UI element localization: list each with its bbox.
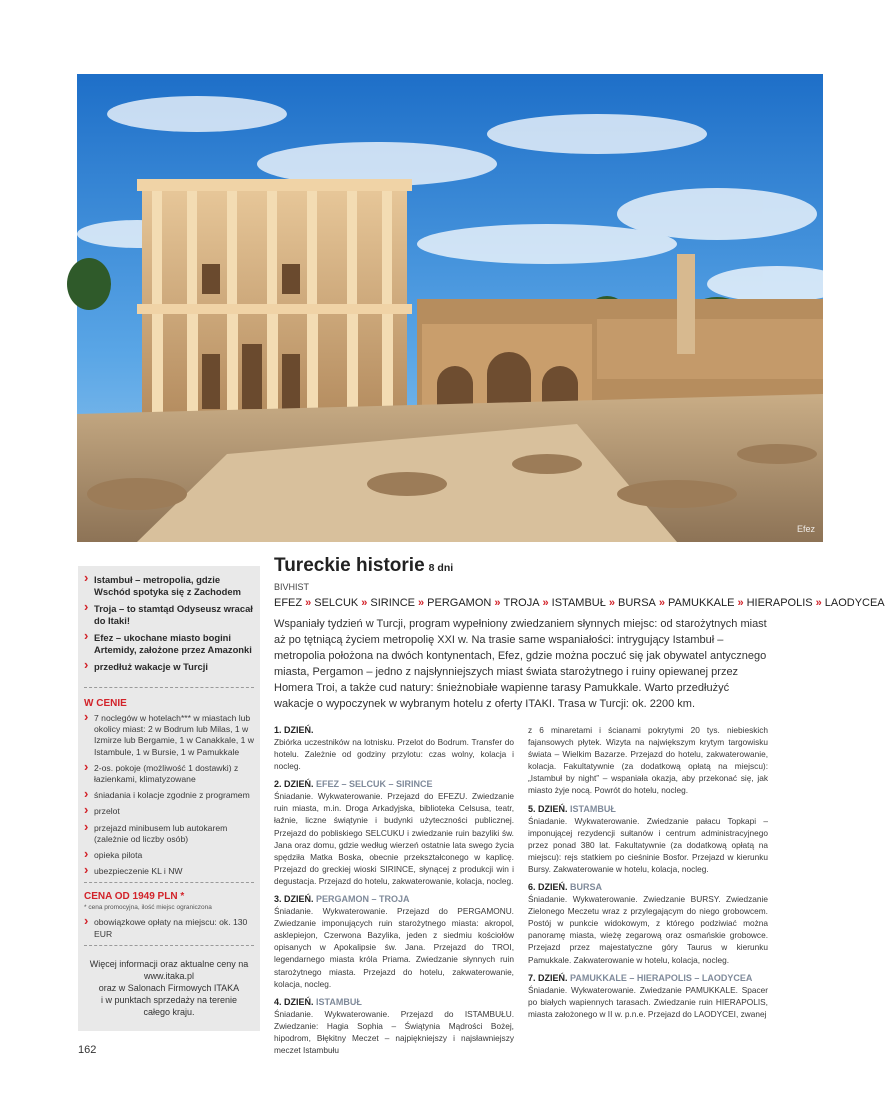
day-entry	[528, 881, 768, 966]
divider	[84, 945, 254, 946]
day-number: 1. DZIEŃ.	[274, 725, 314, 735]
route-stop: SIRINCE	[370, 597, 416, 609]
in-price-item: › 7 noclegów w hotelach*** w miastach lub okolicy miast: 2 w Bodrum lub Milas, 1 w Izmirze lub Bergamie, 1 w Canakkale, 1 w Istambule, 1 w Bursie, 1 w Pamukkale	[84, 713, 254, 758]
day-place: ISTAMBUŁ	[570, 803, 616, 814]
main-content	[274, 553, 885, 1062]
route-separator: »	[305, 597, 312, 609]
page-title	[274, 553, 768, 581]
route-stop: SELCUK	[314, 597, 359, 609]
highlight-item: › Troja – to stamtąd Odyseusz wracał do Itaki!	[84, 603, 254, 627]
itinerary-column-1	[274, 724, 514, 1062]
title-text: Tureckie historie	[274, 555, 425, 576]
day-entry	[274, 996, 514, 1056]
hero-photo	[77, 74, 823, 542]
day-description: Śniadanie. Wykwaterowanie. Zwiedzanie pałacu Topkapi – imponującej rezydencji sułtanów i centrum administracyjnego przez ponad 380 lat. Fakultatywnie (za dodatkową opłatą na miejscu): rejs statkiem po cieśninie Bosfor. Przejazd w kierunku Bursy. Zakwaterowanie w hotelu, kolacja, nocleg.	[528, 815, 768, 874]
extra-costs-list	[78, 917, 260, 939]
price-note: * cena promocyjna, ilość miejsc ograniczona	[84, 904, 212, 912]
day-number: 4. DZIEŃ.	[274, 996, 314, 1007]
in-price-item: › śniadania i kolacje zgodnie z programem	[84, 790, 254, 801]
divider	[84, 882, 254, 883]
in-price-item: › przejazd minibusem lub autokarem (zależnie od liczby osób)	[84, 823, 254, 845]
info-box	[84, 958, 254, 1018]
route-stop: EFEZ	[274, 597, 303, 609]
duration-label: 8 dni	[428, 562, 454, 574]
day-number: 6. DZIEŃ.	[528, 882, 568, 893]
route-separator: »	[418, 597, 425, 609]
day-number: 2. DZIEŃ.	[274, 779, 314, 790]
day-number: 5. DZIEŃ.	[528, 803, 568, 814]
sidebar-box	[78, 566, 260, 1031]
route-stop: LAODYCEA	[824, 597, 885, 609]
tour-code: BIVHIST	[274, 582, 310, 592]
day-entry	[274, 778, 514, 887]
info-line: całego kraju.	[143, 1006, 195, 1017]
day-place: EFEZ – SELCUK – SIRINCE	[316, 779, 433, 790]
day-entry	[274, 724, 514, 772]
route-separator: »	[737, 597, 744, 609]
day-description: Śniadanie. Wykwaterowanie. Zwiedzanie BURSY. Zwiedzanie Zielonego Meczetu wraz z przylegającym do niego grobowcem. Postój w punkcie widokowym, z którego podziwiać można panoramę miasta, wieżę zegarową oraz osmańskie grobowce. Przejazd przez majestatyczne góry Taurus w kierunku Pamukkale. Zakwaterowanie w hotelu, kolacja, nocleg.	[528, 894, 768, 965]
day-heading	[274, 724, 514, 736]
day-description: Śniadanie. Wykwaterowanie. Zwiedzanie PAMUKKALE. Spacer po białych wapiennych tarasach. Zwiedzanie ruin HIERAPOLIS, miasta założonego w II w. p.n.e. Przejazd do LAODYCEI, zwanej	[528, 984, 768, 1019]
info-line: i w punktach sprzedaży na terenie	[100, 994, 238, 1005]
highlight-item: › przedłuż wakacje w Turcji	[84, 661, 254, 673]
divider	[84, 687, 254, 688]
day-description: Śniadanie. Wykwaterowanie. Przejazd do PERGAMONU. Zwiedzanie imponujących ruin starożytnego miasta: akropol, asklepiejon, Czerwona Bazylika, jeden z siedmiu kościołów opisanych w Apokalipsie św. Jana. Przejazd do TROI, legendarnego miasta króla Priama. Zwiedzanie słynnych ruin starożytnego miasta. Przejazd do hotelu, zakwaterowanie, kolacja, nocleg.	[274, 906, 514, 989]
route-separator: »	[494, 597, 501, 609]
route-separator: »	[542, 597, 549, 609]
highlight-item: › Efez – ukochane miasto bogini Artemidy, założone przez Amazonki	[84, 632, 254, 656]
price-title: CENA OD 1949 PLN *	[84, 891, 185, 903]
in-price-title: W CENIE	[84, 698, 127, 709]
in-price-item: › przelot	[84, 806, 254, 817]
day-place: PERGAMON – TROJA	[316, 894, 410, 905]
day-place: PAMUKKALE – HIERAPOLIS – LAODYCEA	[570, 972, 753, 983]
day-entry	[528, 803, 768, 875]
route-separator: »	[361, 597, 368, 609]
day-place: ISTAMBUŁ	[316, 996, 362, 1007]
route-stop: HIERAPOLIS	[746, 597, 813, 609]
day-number: 7. DZIEŃ.	[528, 972, 568, 983]
highlights-list	[78, 566, 260, 682]
day-heading	[274, 778, 514, 790]
day-description: Śniadanie. Wykwaterowanie. Przejazd do ISTAMBUŁU. Zwiedzanie: Hagia Sophia – Świątynia Mądrości Bożej, hipodrom, Błękitny Meczet – najpiękniejszy i najsławniejszy meczet Istambułu	[274, 1008, 514, 1055]
day-heading	[274, 893, 514, 905]
day-number: 3. DZIEŃ.	[274, 894, 314, 905]
itinerary-column-2	[528, 724, 768, 1062]
day-entry	[274, 893, 514, 990]
highlight-item: › Istambuł – metropolia, gdzie Wschód spotyka się z Zachodem	[84, 574, 254, 598]
day-entry	[528, 724, 768, 797]
route-stop: PERGAMON	[427, 597, 492, 609]
website-link[interactable]: www.itaka.pl	[143, 970, 195, 981]
in-price-item: › opieka pilota	[84, 850, 254, 861]
ruins-illustration	[77, 74, 823, 542]
page-number: 162	[78, 1044, 97, 1056]
intro-paragraph: Wspaniały tydzień w Turcji, program wypełniony zwiedzaniem słynnych miejsc: od starożytnych miast aż po tętniącą życiem metropolię XXI w. Na trasie same wspaniałości: intrygujący Istambuł – metropolia położona na dwóch kontynentach, Efez, gdzie można poczuć się jak obywatel antycznego miasta, Pergamon – jedno z najsłynniejszych miast świata starożytnego i ruiny opiewanej przez Homera Troi, a także cud natury: śnieżnobiałe wapienne tarasy Pamukkale. Warto przedłużyć wakacje o wypoczynek w wybranym hotelu z oferty ITAKI. Trasa w Turcji: ok. 2200 km.	[274, 618, 767, 710]
day-heading	[528, 881, 768, 893]
itinerary	[274, 724, 768, 1062]
day-heading	[528, 803, 768, 815]
route-stop: ISTAMBUŁ	[551, 597, 606, 609]
day-heading	[274, 996, 514, 1008]
day-description: Śniadanie. Wykwaterowanie. Przejazd do EFEZU. Zwiedzanie ruin miasta, m.in. Droga Arkadyjska, biblioteka Celsusa, teatr, łaźnie, liczne świątynie i budynki użyteczności publicznej. Przejazd do pobliskiego SELCUKU i zwiedzanie ruin bazyliki św. Jana oraz domu, gdzie według wierzeń ostatnie lata swego życia spędziła Matka Boska, obecnie przekształconego w kaplicę. Przejazd do greckiej wioski SIRINCE, słynącej z produkcji win i degustacja. Przejazd do hotelu, zakwaterowanie, kolacja, nocleg.	[274, 791, 514, 886]
route-separator: »	[608, 597, 615, 609]
in-price-list	[78, 713, 260, 877]
in-price-item: › 2-os. pokoje (możliwość 1 dostawki) z łazienkami, klimatyzowane	[84, 763, 254, 785]
day-place: BURSA	[570, 882, 603, 893]
info-line: Więcej informacji oraz aktualne ceny na	[89, 958, 249, 969]
route-line	[274, 594, 885, 612]
route-stop: TROJA	[503, 597, 540, 609]
info-line: oraz w Salonach Firmowych ITAKA	[98, 982, 240, 993]
day-heading	[528, 972, 768, 984]
extra-cost-item: › obowiązkowe opłaty na miejscu: ok. 130 EUR	[84, 917, 254, 939]
route-separator: »	[658, 597, 666, 609]
day-entry	[528, 972, 768, 1020]
route-stop: PAMUKKALE	[668, 597, 735, 609]
day-description: Zbiórka uczestników na lotnisku. Przelot do Bodrum. Transfer do hotelu. Zależnie od godziny przylotu: czas wolny, kolacja i nocleg.	[274, 737, 514, 772]
day-description: z 6 minaretami i ścianami pokrytymi 20 tys. niebieskich fajansowych płytek. Wizyta na największym krytym targowisku świata – Wielkim Bazarze. Przejazd do hotelu, zakwaterowanie, kolacja. Fakultatywnie (za dodatkową opłatą na miejscu): „Istambuł by night” – wspaniała okazja, aby przekonać się, jak miasto żyje nocą. Powrót do hotelu, nocleg.	[528, 725, 768, 796]
route-separator: »	[815, 597, 822, 609]
photo-caption: Efez	[796, 524, 815, 534]
route-stop: BURSA	[617, 597, 656, 609]
in-price-item: › ubezpieczenie KL i NW	[84, 866, 254, 877]
